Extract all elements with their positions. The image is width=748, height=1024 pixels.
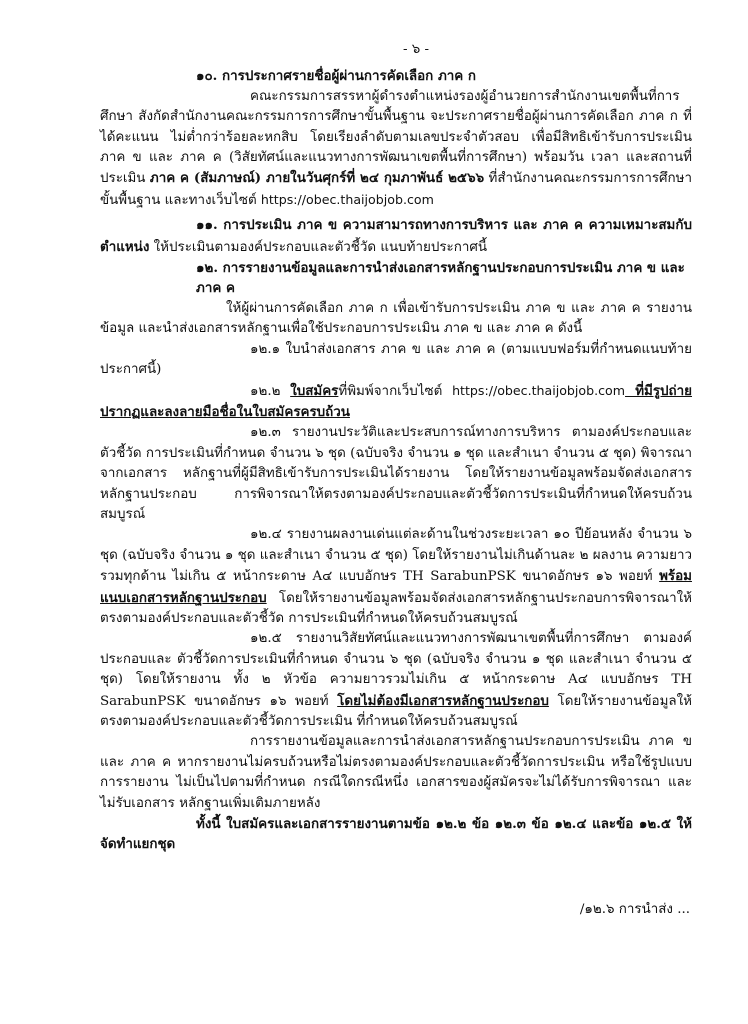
item-12-4-tail: โดยให้รายงานข้อมูลพร้อมจัดส่งเอกสารหลักฐานประกอบการพิจารณาให้ตรงตามองค์ประกอบและตัวชี้วัด การประเมินที่กำหนดให้ครบถ้วนสมบูรณ์ bbox=[100, 590, 692, 626]
section-10-text: คณะกรรมการสรรหาผู้ดำรงตำแหน่งรองผู้อำนวยการสำนักงานเขตพื้นที่การศึกษา สังกัดสำนักงานคณะกรรมการการศึกษาขั้นพื้นฐาน จะประกาศรายชื่อผู้ผ่านการคัดเลือก ภาค ก ที่ได้คะแนน ไม่ต่ำกว่าร้อยละหกสิบ โดยเรียงลำดับตามเลขประจำตัวสอบ เพื่อมีสิทธิเข้ารับการประเมิน ภาค ข และ ภาค ค (วิสัยทัศน์และแนวทางการพัฒนาเขตพื้นที่การศึกษา) พร้อมวัน เวลา และสถานที่ประเมิน bbox=[100, 88, 692, 187]
section-10-bold-date: ภาค ค (สัมภาษณ์) ภายในวันศุกร์ที่ ๒๔ กุมภาพันธ์ ๒๕๖๖ bbox=[149, 170, 485, 187]
section-12-final: ทั้งนี้ ใบสมัครและเอกสารรายงานตามข้อ ๑๒.๒ ข้อ ๑๒.๓ ข้อ ๑๒.๔ และข้อ ๑๒.๕ ให้จัดทำแยกชุด bbox=[100, 816, 692, 853]
item-12-2-application: ใบสมัคร bbox=[290, 382, 339, 399]
item-12-4 bbox=[100, 525, 692, 629]
section-10-heading: ๑๐. การประกาศรายชื่อผู้ผ่านการคัดเลือก ภาค ก bbox=[196, 68, 477, 85]
section-10-paragraph bbox=[100, 87, 692, 211]
obec-website-link[interactable]: https://obec.thaijobjob.com bbox=[260, 191, 434, 207]
item-12-2-photo-signature: ที่มีรูปถ่ายปรากฏและลงลายมือชื่อในใบสมัครครบถ้วน bbox=[100, 382, 693, 420]
item-12-2-number: ๑๒.๒ bbox=[250, 383, 291, 399]
item-12-4-text: ๑๒.๔ รายงานผลงานเด่นแต่ละด้านในช่วงระยะเวลา ๑๐ ปีย้อนหลัง จำนวน ๖ ชุด (ฉบับจริง จำนวน ๑ ชุด และสำเนา จำนวน ๕ ชุด) โดยให้รายงานไม่เกินด้านละ ๒ ผลงาน ความยาวรวมทุกด้าน ไม่เกิน ๕ หน้ากระดาษ A๔ แบบอักษร TH SarabunPSK ขนาดอักษร ๑๖ พอยท์ bbox=[100, 527, 692, 585]
section-11-paragraph bbox=[100, 215, 692, 258]
section-12-note: การรายงานข้อมูลและการนำส่งเอกสารหลักฐานประกอบการประเมิน ภาค ข และ ภาค ค หากรายงานไม่ครบถ้วนหรือไม่ตรงตามองค์ประกอบและตัวชี้วัดการประเมิน หรือใช้รูปแบบการรายงาน ไม่เป็นไปตามที่กำหนด กรณีใดกรณีหนึ่ง เอกสารของผู้สมัครจะไม่ได้รับการพิจารณา และไม่รับเอกสาร หลักฐานเพิ่มเติมภายหลัง bbox=[100, 734, 692, 811]
item-12-5-no-evidence: โดยไม่ต้องมีเอกสารหลักฐานประกอบ bbox=[337, 692, 549, 709]
item-12-1: ๑๒.๑ ใบนำส่งเอกสาร ภาค ข และ ภาค ค (ตามแบบฟอร์มที่กำหนดแนบท้ายประกาศนี้) bbox=[100, 341, 692, 378]
item-12-3: ๑๒.๓ รายงานประวัติและประสบการณ์ทางการบริหาร ตามองค์ประกอบและตัวชี้วัด การประเมินที่กำหนด จำนวน ๖ ชุด (ฉบับจริง จำนวน ๑ ชุด และสำเนา จำนวน ๕ ชุด) พิจารณาจากเอกสาร หลักฐานที่ผู้มีสิทธิเข้ารับการประเมินได้รายงาน โดยให้รายงานข้อมูลพร้อมจัดส่งเอกสารหลักฐานประกอบ การพิจารณาให้ตรงตามองค์ประกอบและตัวชี้วัดการประเมินที่กำหนดให้ครบถ้วนสมบูรณ์ bbox=[100, 425, 692, 522]
item-12-2 bbox=[100, 381, 692, 424]
section-12-intro: ให้ผู้ผ่านการคัดเลือก ภาค ก เพื่อเข้ารับการประเมิน ภาค ข และ ภาค ค รายงานข้อมูล และนำส่งเอกสารหลักฐานเพื่อใช้ประกอบการประเมิน ภาค ข และ ภาค ค ดังนี้ bbox=[100, 300, 692, 337]
continuation-footer: /๑๒.๖ การนำส่ง ... bbox=[579, 902, 690, 917]
item-12-2-text: ที่พิมพ์จากเว็บไซต์ bbox=[338, 383, 453, 399]
page-number: - ๖ - bbox=[402, 42, 430, 57]
item-12-5-tail: โดยให้รายงานข้อมูลให้ตรงตามองค์ประกอบและตัวชี้วัดการประเมิน ที่กำหนดให้ครบถ้วนสมบูรณ์ bbox=[100, 693, 692, 729]
section-10-tail: ที่สำนักงานคณะกรรมการการศึกษาขั้นพื้นฐาน และทางเว็บไซต์ bbox=[100, 171, 692, 208]
section-12-heading: ๑๒. การรายงานข้อมูลและการนำส่งเอกสารหลักฐานประกอบการประเมิน ภาค ข และ ภาค ค bbox=[196, 260, 685, 297]
section-11-text: ให้ประเมินตามองค์ประกอบและตัวชี้วัด แนบท้ายประกาศนี้ bbox=[153, 239, 488, 255]
item-12-5 bbox=[100, 629, 692, 732]
item-12-5-text: ๑๒.๕ รายงานวิสัยทัศน์และแนวทางการพัฒนาเขตพื้นที่การศึกษา ตามองค์ประกอบและ ตัวชี้วัดการประเมินที่กำหนด จำนวน ๖ ชุด (ฉบับจริง จำนวน ๑ ชุด และสำเนา จำนวน ๕ ชุด) โดยให้รายงาน ทั้ง ๒ หัวข้อ ความยาวรวมไม่เกิน ๕ หน้ากระดาษ A๔ แบบอักษร TH SarabunPSK ขนาดอักษร ๑๖ พอยท์ bbox=[100, 631, 692, 709]
obec-website-link-2[interactable]: https://obec.thaijobjob.com bbox=[452, 382, 626, 398]
section-11-heading: ๑๑. การประเมิน ภาค ข ความสามารถทางการบริหาร และ ภาค ค ความเหมาะสมกับตำแหน่ง bbox=[100, 217, 692, 255]
item-12-4-evidence-required: พร้อมแนบเอกสารหลักฐานประกอบ bbox=[100, 568, 692, 606]
